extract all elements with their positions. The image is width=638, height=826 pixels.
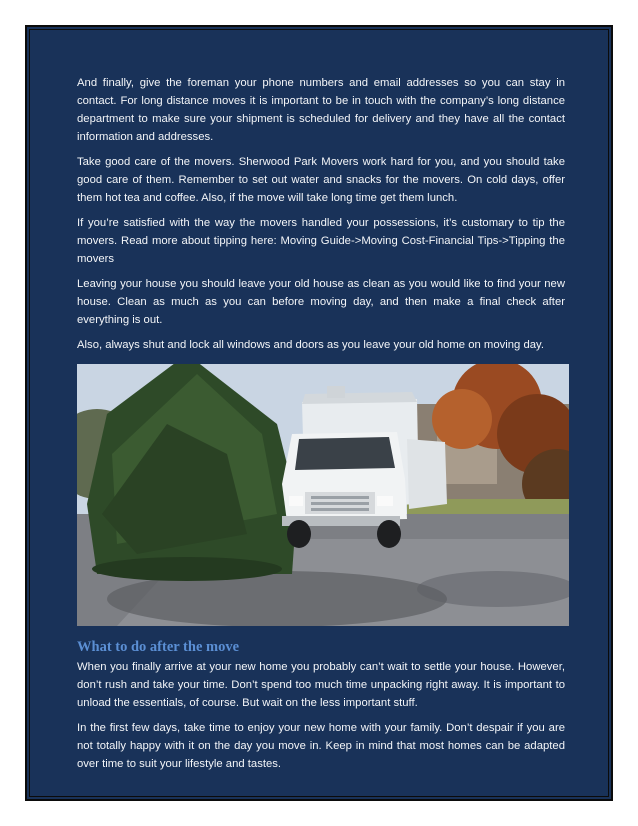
paragraph-clean-house: Leaving your house you should leave your old house as clean as you would like to find your new house. Clean as much as you can before moving day, and then make a final check after everything is out. — [77, 278, 565, 326]
paragraph-enjoy-new-home: In the first few days, take time to enjoy your new home with your family. Don’t despair if you are not totally happy with it on the day you move in. Keep in mind that most homes can be adapted over time to suit your lifestyle and tastes. — [77, 722, 565, 770]
moving-truck-image — [77, 364, 569, 626]
paragraph-arrive-new-home: When you finally arrive at your new home you probably can’t wait to settle your house. However, don’t rush and take your time. Don’t spend too much time unpacking right away. It is important to unload the essentials, of course. But wait on the less important stuff. — [77, 661, 565, 709]
moving-truck-photo — [77, 364, 569, 626]
paragraph-lock-doors: Also, always shut and lock all windows and doors as you leave your old home on moving day. — [77, 339, 544, 351]
paragraph-care-for-movers: Take good care of the movers. Sherwood Park Movers work hard for you, and you should take good care of them. Remember to set out water and snacks for the movers. On cold days, offer them hot tea and coffee. Also, if the move will take long time get them lunch. — [77, 156, 565, 204]
page-content — [77, 74, 565, 780]
section-heading: What to do after the move — [77, 639, 240, 655]
document-page — [25, 25, 613, 801]
paragraph-tipping: If you’re satisfied with the way the movers handled your possessions, it’s customary to tip the movers. Read more about tipping here: Moving Guide->Moving Cost-Financial Tips->Tipping the movers — [77, 217, 565, 265]
paragraph-contact-info: And finally, give the foreman your phone numbers and email addresses so you can stay in contact. For long distance moves it is important to be in touch with the company’s long distance department to make sure your shipment is scheduled for delivery and they have all the contact information and addresses. — [77, 77, 565, 143]
